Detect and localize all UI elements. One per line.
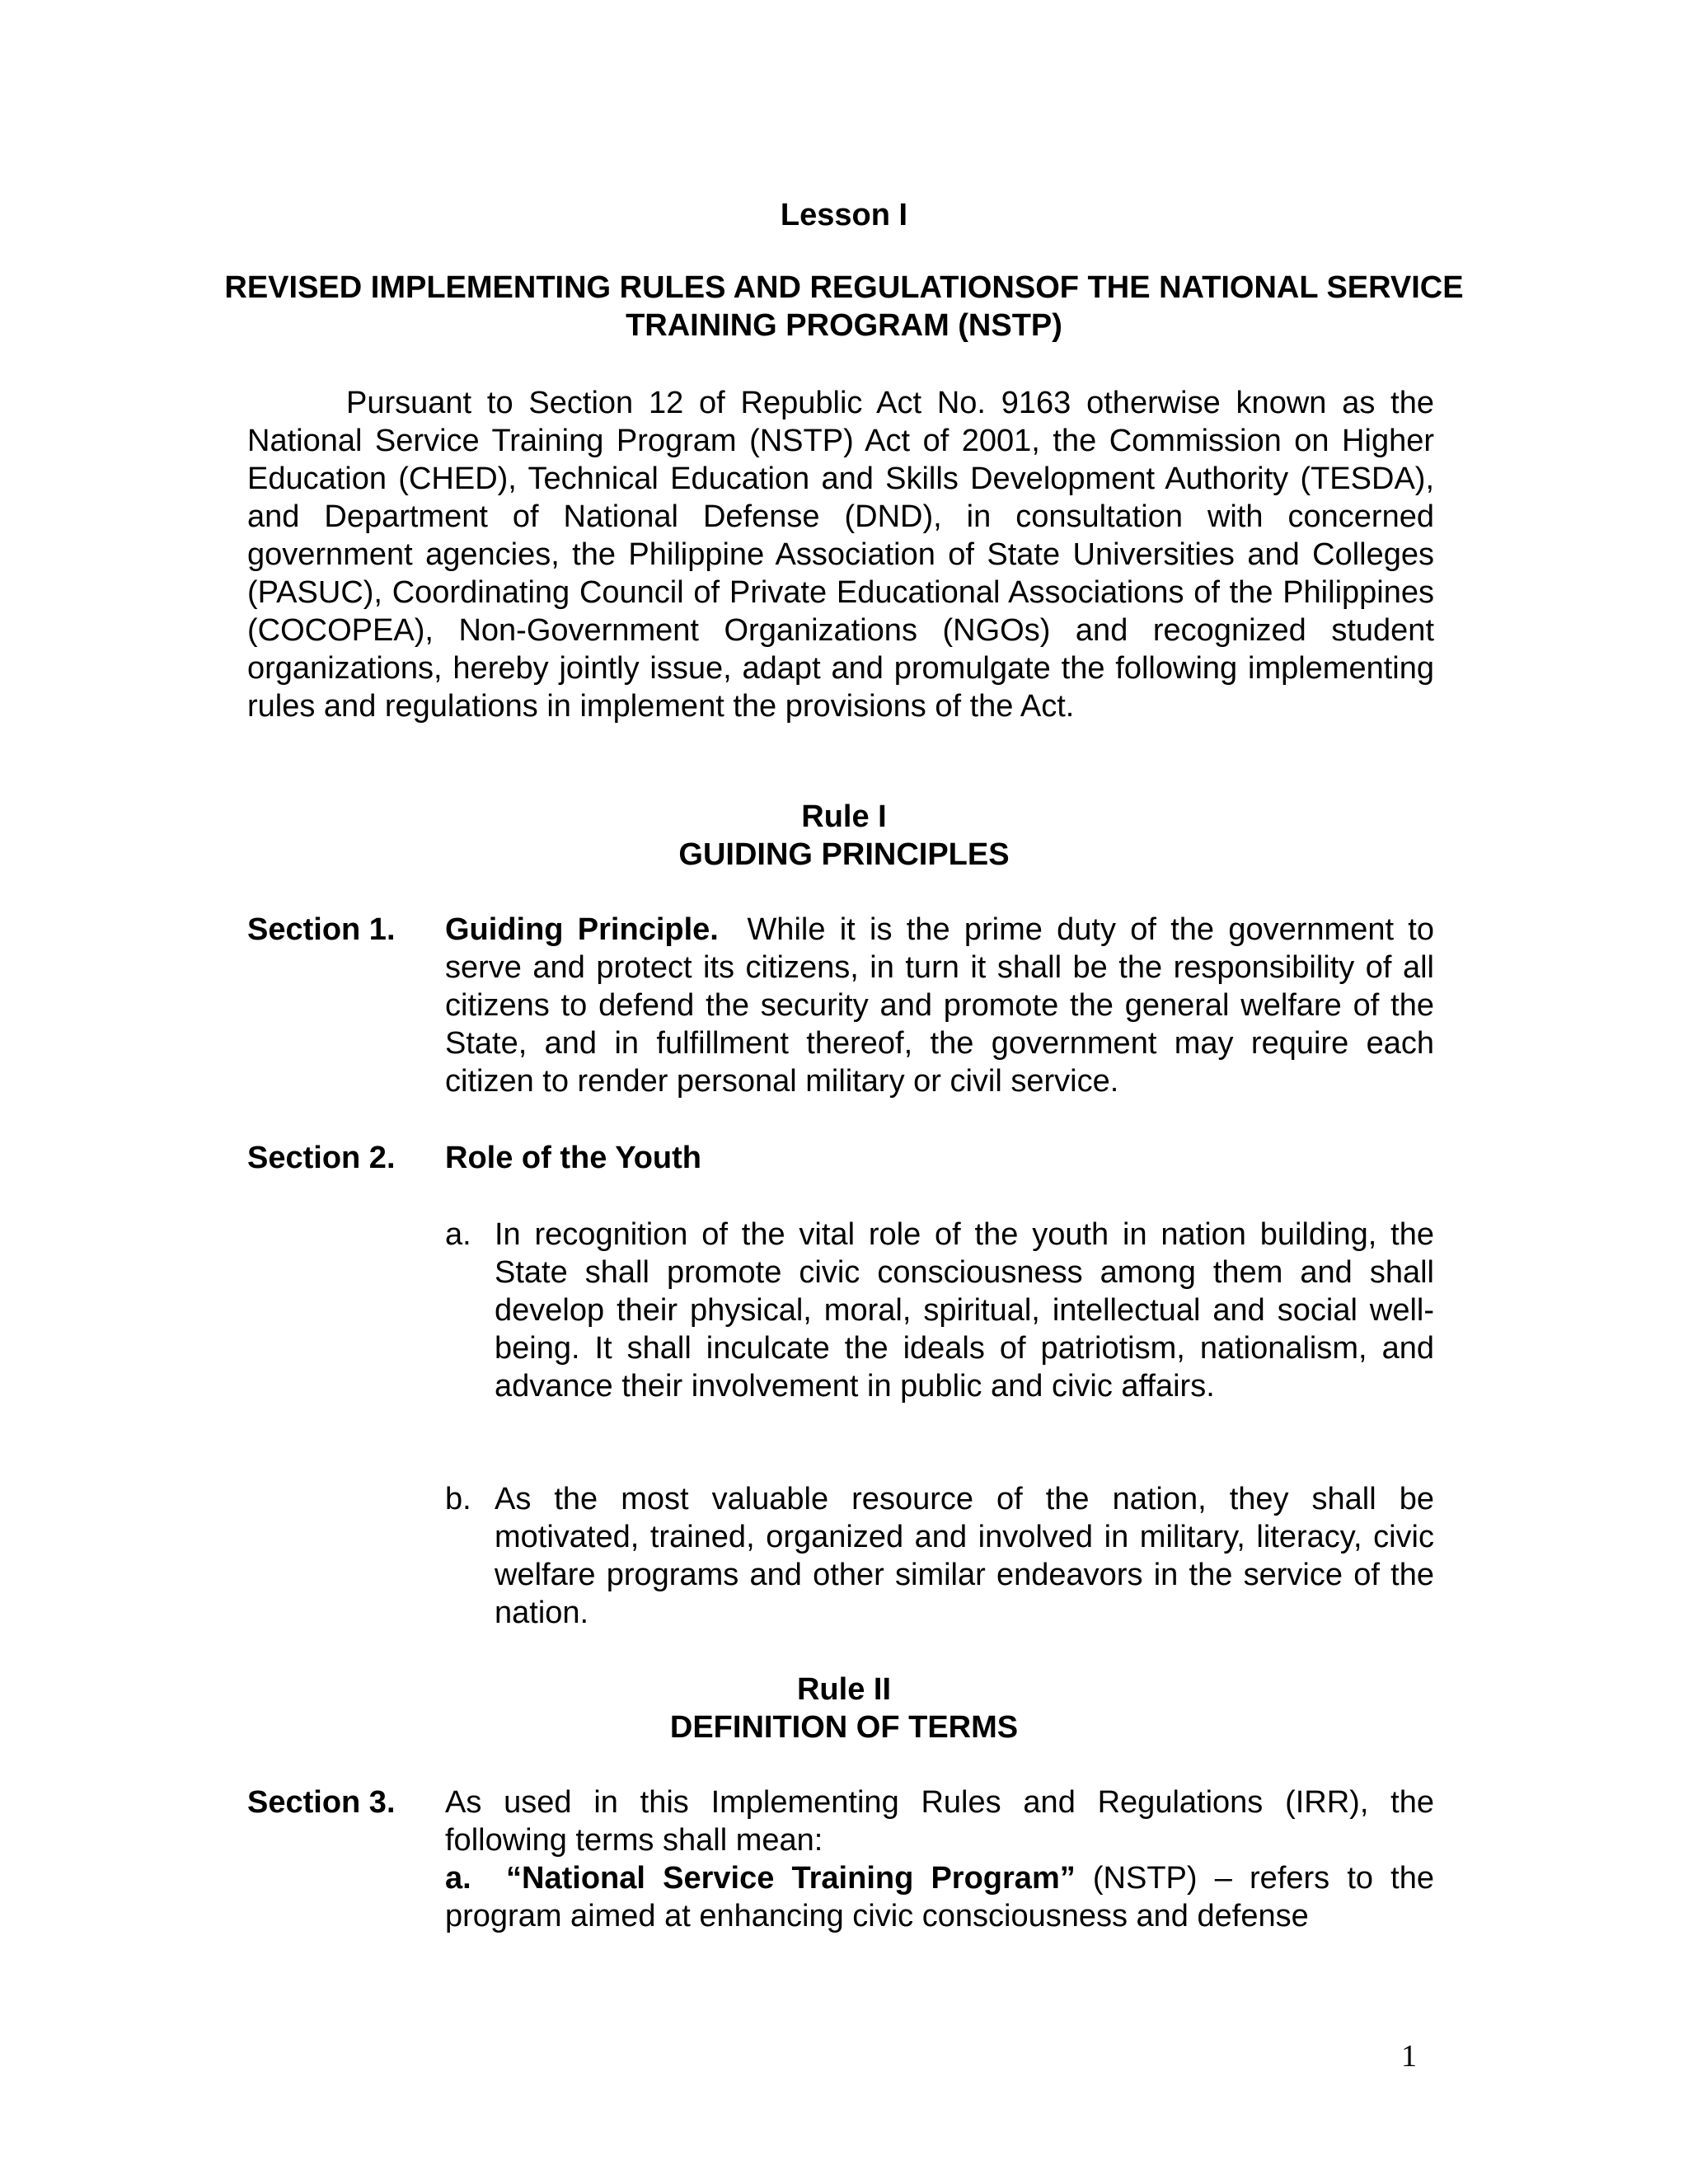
definition-item — [445, 1859, 1434, 1935]
section-3-label: Section 3. — [247, 1785, 396, 1820]
list-item-marker: a. — [445, 1217, 471, 1252]
definition-text: (NSTP) – refers to the program aimed at enhancing civic consciousness and defense — [445, 1861, 1435, 1933]
definition-marker: a. — [445, 1861, 471, 1896]
section-3-text: As used in this Implementing Rules and Regulations (IRR), the following terms shall mean: — [445, 1785, 1434, 1858]
rule-1-number: Rule I — [801, 799, 887, 834]
rule-2-title: DEFINITION OF TERMS — [669, 1710, 1019, 1745]
section-3-body — [445, 1783, 1434, 1935]
section-1-text: While it is the prime duty of the government to serve and protect its citizens, in turn it shall be the responsibility of all citizens to defend the security and promote the general welfare of the State, and in fulfillment thereof, the government may require each citizen to render personal military or civil service. — [445, 912, 1434, 1099]
rule-2-heading — [0, 1671, 1688, 1746]
rule-2-number: Rule II — [796, 1672, 892, 1707]
list-item-marker: b. — [445, 1482, 471, 1516]
section-1-title: Guiding Principle. — [445, 912, 719, 947]
lesson-title: Lesson I — [780, 198, 908, 232]
intro-paragraph: Pursuant to Section 12 of Republic Act No. 9163 otherwise known as the National Service Training Program (NSTP) Act of 2001, the Commission on Higher Education (CHED), Technical Education and Skills Development Authority (TESDA), and Department of National Defense (DND), in consultation with concerned government agencies, the Philippine Association of State Universities and Colleges (PASUC), Coordinating Council of Private Educational Associations of the Philippines (COCOPEA), Non-Government Organizations (NGOs) and recognized student organizations, hereby jointly issue, adapt and promulgate the following implementing rules and regulations in implement the provisions of the Act. — [247, 386, 1434, 724]
section-2-title: Role of the Youth — [445, 1141, 702, 1175]
section-1-body — [445, 911, 1434, 1100]
definition-term: “National Service Training Program” — [506, 1861, 1076, 1896]
list-item — [445, 1216, 1434, 1405]
list-item-text: In recognition of the vital role of the youth in nation building, the State shall promote civic consciousness among them and shall develop their physical, moral, spiritual, intellectual and social well-being. It shall inculcate the ideals of patriotism, nationalism, and advance their involvement in public and civic affairs. — [495, 1217, 1434, 1404]
list-item-text: As the most valuable resource of the nation, they shall be motivated, trained, organized and involved in military, literacy, civic welfare programs and other similar endeavors in the service of the nation. — [495, 1482, 1434, 1630]
document-title: REVISED IMPLEMENTING RULES AND REGULATIONSOF THE NATIONAL SERVICE TRAINING PROGRAM (NSTP) — [224, 270, 1464, 343]
page-number: 1 — [1401, 2039, 1417, 2074]
section-2-label: Section 2. — [247, 1141, 396, 1175]
rule-1-title: GUIDING PRINCIPLES — [678, 837, 1010, 872]
list-item — [445, 1480, 1434, 1632]
rule-1-heading — [0, 798, 1688, 874]
section-1-label: Section 1. — [247, 912, 396, 947]
